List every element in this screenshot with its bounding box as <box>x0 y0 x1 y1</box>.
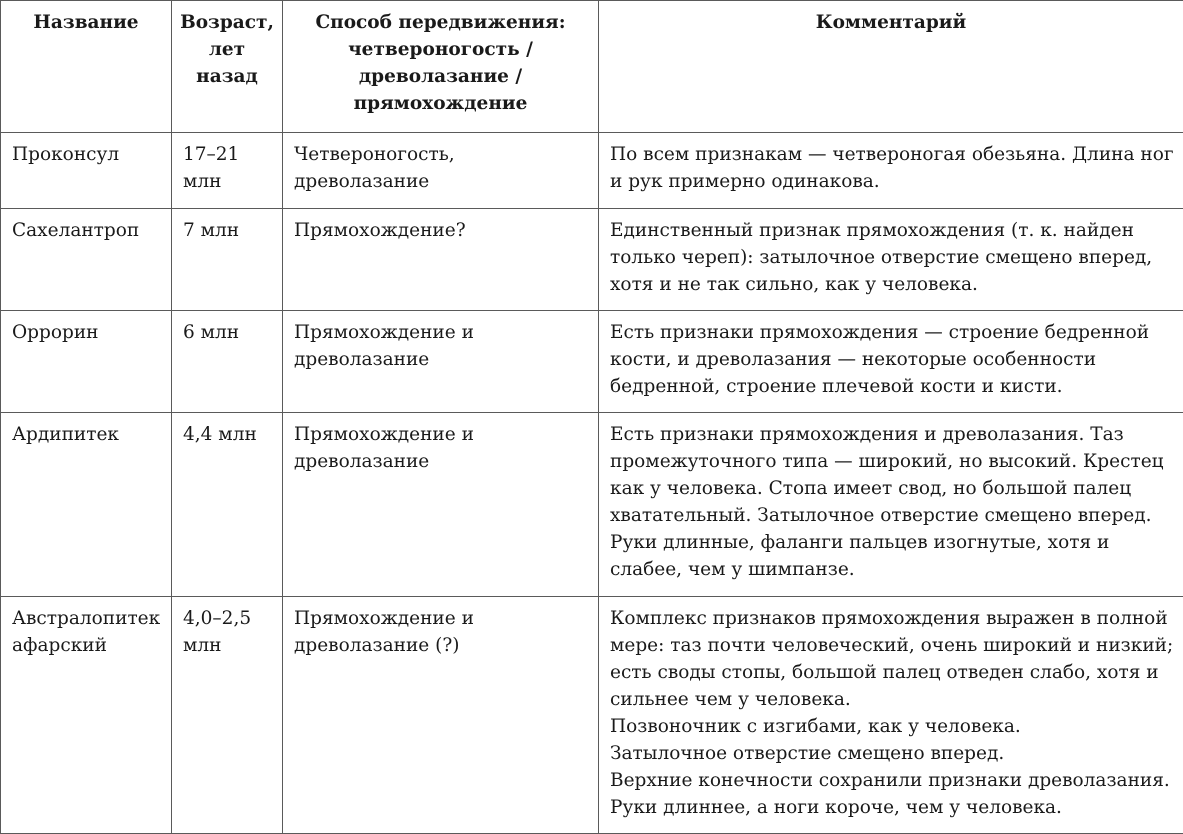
table-header-row <box>1 1 1183 133</box>
cell-comment: Есть признаки прямохождения — строение бедренной кости, и древолазания — некоторые особенности бедренной, строение плечевой кости и кисти. <box>599 311 1183 413</box>
cell-locomotion: Прямохождение? <box>283 209 599 311</box>
header-name: Название <box>1 1 172 133</box>
cell-name: Австралопитек афарский <box>1 597 172 834</box>
cell-name: Оррорин <box>1 311 172 413</box>
cell-locomotion: Прямохождение и древолазание <box>283 311 599 413</box>
header-age: Возраст, лет назад <box>172 1 283 133</box>
cell-comment: Есть признаки прямохождения и древолазания. Таз промежуточного типа — широкий, но высокий. Крестец как у человека. Стопа имеет свод, но большой палец хватательный. Затылочное отверстие смещено вперед. Руки длинные, фаланги пальцев изогнутые, хотя и слабее, чем у шимпанзе. <box>599 413 1183 597</box>
header-comment: Комментарий <box>599 1 1183 133</box>
cell-locomotion: Четвероногость, древолазание <box>283 133 599 209</box>
cell-age: 7 млн <box>172 209 283 311</box>
cell-age: 17–21 млн <box>172 133 283 209</box>
cell-name: Сахелантроп <box>1 209 172 311</box>
cell-locomotion: Прямохождение и древолазание (?) <box>283 597 599 834</box>
cell-age: 4,4 млн <box>172 413 283 597</box>
table-row <box>1 311 1183 413</box>
cell-name: Ардипитек <box>1 413 172 597</box>
cell-comment: Единственный признак прямохождения (т. к. найден только череп): затылочное отверстие смещено вперед, хотя и не так сильно, как у человека. <box>599 209 1183 311</box>
table-row <box>1 209 1183 311</box>
table-row <box>1 413 1183 597</box>
header-locomotion: Способ передвижения: четвероногость / древолазание / прямохождение <box>283 1 599 133</box>
cell-locomotion: Прямохождение и древолазание <box>283 413 599 597</box>
table-row <box>1 133 1183 209</box>
cell-age: 6 млн <box>172 311 283 413</box>
table-row <box>1 597 1183 834</box>
cell-name: Проконсул <box>1 133 172 209</box>
cell-age: 4,0–2,5 млн <box>172 597 283 834</box>
cell-comment: По всем признакам — четвероногая обезьяна. Длина ног и рук примерно одинакова. <box>599 133 1183 209</box>
cell-comment: Комплекс признаков прямохождения выражен в полной мере: таз почти человеческий, очень широкий и низкий; есть своды стопы, большой палец отведен слабо, хотя и сильнее чем у человека. Позвоночник с изгибами, как у человека. Затылочное отверстие смещено вперед. Верхние конечности сохранили признаки древолазания. Руки длиннее, а ноги короче, чем у человека. <box>599 597 1183 834</box>
